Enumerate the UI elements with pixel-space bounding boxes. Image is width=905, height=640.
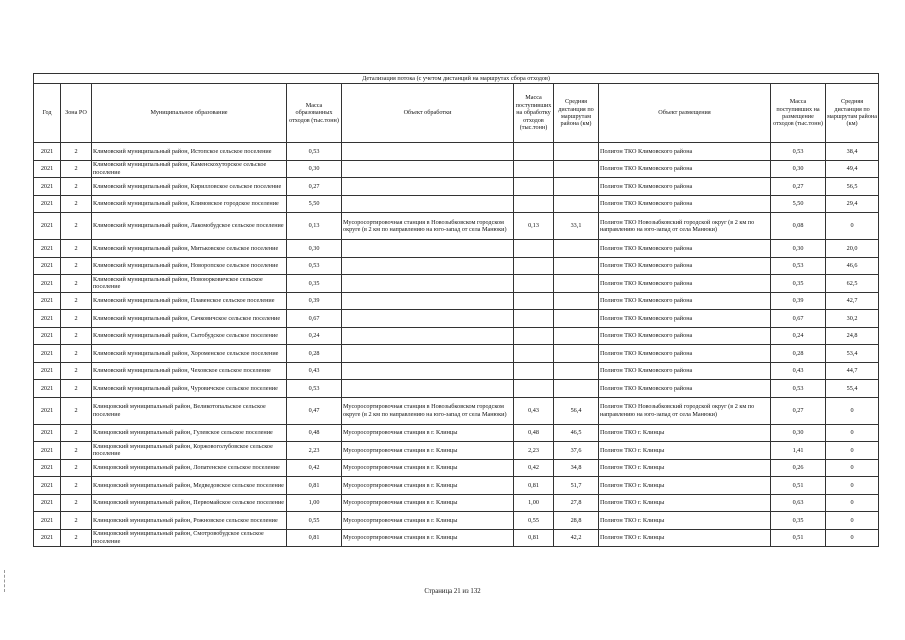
processing-distance-cell <box>554 327 599 345</box>
year-cell: 2021 <box>34 257 61 275</box>
table-row <box>34 494 879 512</box>
processing-mass-cell: 0,55 <box>514 512 554 530</box>
table-row <box>34 143 879 161</box>
disposal-mass-cell: 0,08 <box>771 213 826 240</box>
disposal-mass-cell: 0,30 <box>771 160 826 178</box>
mass-cell: 0,53 <box>287 380 342 398</box>
processing-distance-cell: 46,5 <box>554 424 599 442</box>
disposal-mass-cell: 0,39 <box>771 292 826 310</box>
processing-mass-cell <box>514 327 554 345</box>
mass-cell: 0,27 <box>287 178 342 196</box>
mass-cell: 0,81 <box>287 529 342 547</box>
disposal-distance-cell: 0 <box>826 512 879 530</box>
municipality-cell: Климовский муниципальный район, Новоропское сельское поселение <box>92 257 287 275</box>
processing-facility-cell: Мусоросортировочная станция в Новозыбковском городском округе (в 2 км по направлению на юго-запад от села Манюки) <box>342 397 514 424</box>
disposal-distance-cell: 0 <box>826 494 879 512</box>
table-row <box>34 257 879 275</box>
mass-cell: 0,53 <box>287 257 342 275</box>
column-header: Масса поступивших на размещение отходов (тыс.тонн) <box>771 84 826 143</box>
zone-cell: 2 <box>61 477 92 495</box>
mass-cell: 0,42 <box>287 459 342 477</box>
disposal-facility-cell: Полигон ТКО Климовского района <box>599 160 771 178</box>
disposal-mass-cell: 1,41 <box>771 442 826 460</box>
processing-distance-cell: 56,4 <box>554 397 599 424</box>
disposal-distance-cell: 0 <box>826 442 879 460</box>
mass-cell: 0,53 <box>287 143 342 161</box>
table-row <box>34 160 879 178</box>
processing-distance-cell <box>554 195 599 213</box>
year-cell: 2021 <box>34 275 61 293</box>
zone-cell: 2 <box>61 424 92 442</box>
municipality-cell: Клинцовский муниципальный район, Коржовоголубовское сельское поселение <box>92 442 287 460</box>
disposal-facility-cell: Полигон ТКО г. Клинцы <box>599 512 771 530</box>
year-cell: 2021 <box>34 345 61 363</box>
municipality-cell: Клинцовский муниципальный район, Смотровобудское сельское поселение <box>92 529 287 547</box>
processing-facility-cell <box>342 275 514 293</box>
processing-mass-cell <box>514 195 554 213</box>
processing-facility-cell: Мусоросортировочная станция в г. Клинцы <box>342 477 514 495</box>
zone-cell: 2 <box>61 345 92 363</box>
disposal-mass-cell: 0,67 <box>771 310 826 328</box>
processing-facility-cell <box>342 380 514 398</box>
disposal-distance-cell: 0 <box>826 213 879 240</box>
processing-facility-cell <box>342 327 514 345</box>
disposal-facility-cell: Полигон ТКО Климовского района <box>599 275 771 293</box>
zone-cell: 2 <box>61 397 92 424</box>
processing-facility-cell: Мусоросортировочная станция в г. Клинцы <box>342 442 514 460</box>
zone-cell: 2 <box>61 310 92 328</box>
disposal-mass-cell: 0,53 <box>771 257 826 275</box>
disposal-facility-cell: Полигон ТКО г. Клинцы <box>599 477 771 495</box>
zone-cell: 2 <box>61 195 92 213</box>
processing-mass-cell <box>514 257 554 275</box>
processing-facility-cell: Мусоросортировочная станция в Новозыбковском городском округе (в 2 км по направлению на юго-запад от села Манюки) <box>342 213 514 240</box>
disposal-distance-cell: 0 <box>826 424 879 442</box>
disposal-distance-cell: 0 <box>826 397 879 424</box>
disposal-distance-cell: 30,2 <box>826 310 879 328</box>
mass-cell: 5,50 <box>287 195 342 213</box>
disposal-distance-cell: 44,7 <box>826 362 879 380</box>
disposal-facility-cell: Полигон ТКО Климовского района <box>599 240 771 258</box>
processing-facility-cell <box>342 178 514 196</box>
processing-mass-cell <box>514 143 554 161</box>
zone-cell: 2 <box>61 494 92 512</box>
column-header: Объект обработки <box>342 84 514 143</box>
disposal-distance-cell: 24,8 <box>826 327 879 345</box>
disposal-facility-cell: Полигон ТКО Климовского района <box>599 178 771 196</box>
processing-distance-cell <box>554 292 599 310</box>
column-header: Объект размещения <box>599 84 771 143</box>
processing-mass-cell <box>514 160 554 178</box>
processing-mass-cell <box>514 310 554 328</box>
disposal-distance-cell: 20,0 <box>826 240 879 258</box>
municipality-cell: Климовский муниципальный район, Климовское городское поселение <box>92 195 287 213</box>
mass-cell: 0,13 <box>287 213 342 240</box>
processing-distance-cell <box>554 362 599 380</box>
table-row <box>34 512 879 530</box>
mass-cell: 0,30 <box>287 240 342 258</box>
processing-facility-cell <box>342 240 514 258</box>
table-row <box>34 327 879 345</box>
page-number: Страница 21 из 132 <box>424 588 481 595</box>
municipality-cell: Климовский муниципальный район, Плавенское сельское поселение <box>92 292 287 310</box>
municipality-cell: Климовский муниципальный район, Новоюрковичское сельское поселение <box>92 275 287 293</box>
disposal-facility-cell: Полигон ТКО Климовского района <box>599 327 771 345</box>
processing-facility-cell <box>342 257 514 275</box>
mass-cell: 2,23 <box>287 442 342 460</box>
zone-cell: 2 <box>61 442 92 460</box>
year-cell: 2021 <box>34 160 61 178</box>
processing-mass-cell <box>514 292 554 310</box>
year-cell: 2021 <box>34 240 61 258</box>
processing-mass-cell <box>514 275 554 293</box>
table-row <box>34 380 879 398</box>
disposal-distance-cell: 0 <box>826 477 879 495</box>
table-row <box>34 345 879 363</box>
year-cell: 2021 <box>34 292 61 310</box>
year-cell: 2021 <box>34 327 61 345</box>
processing-mass-cell: 0,43 <box>514 397 554 424</box>
year-cell: 2021 <box>34 459 61 477</box>
processing-mass-cell: 0,81 <box>514 477 554 495</box>
disposal-mass-cell: 0,35 <box>771 275 826 293</box>
table-row <box>34 275 879 293</box>
zone-cell: 2 <box>61 160 92 178</box>
municipality-cell: Климовский муниципальный район, Хороменское сельское поселение <box>92 345 287 363</box>
mass-cell: 0,47 <box>287 397 342 424</box>
disposal-mass-cell: 0,63 <box>771 494 826 512</box>
municipality-cell: Климовский муниципальный район, Каменскохуторское сельское поселение <box>92 160 287 178</box>
disposal-distance-cell: 0 <box>826 459 879 477</box>
processing-distance-cell: 42,2 <box>554 529 599 547</box>
year-cell: 2021 <box>34 195 61 213</box>
processing-facility-cell <box>342 362 514 380</box>
zone-cell: 2 <box>61 240 92 258</box>
processing-distance-cell: 33,1 <box>554 213 599 240</box>
disposal-mass-cell: 5,50 <box>771 195 826 213</box>
year-cell: 2021 <box>34 494 61 512</box>
disposal-facility-cell: Полигон ТКО Климовского района <box>599 310 771 328</box>
column-header: Зона РО <box>61 84 92 143</box>
zone-cell: 2 <box>61 380 92 398</box>
municipality-cell: Климовский муниципальный район, Митьковское сельское поселение <box>92 240 287 258</box>
municipality-cell: Клинцовский муниципальный район, Рожновское сельское поселение <box>92 512 287 530</box>
processing-distance-cell <box>554 178 599 196</box>
disposal-facility-cell: Полигон ТКО Климовского района <box>599 345 771 363</box>
processing-distance-cell: 28,8 <box>554 512 599 530</box>
mass-cell: 0,55 <box>287 512 342 530</box>
municipality-cell: Клинцовский муниципальный район, Первомайское сельское поселение <box>92 494 287 512</box>
table-row <box>34 292 879 310</box>
disposal-distance-cell: 55,4 <box>826 380 879 398</box>
processing-mass-cell: 2,23 <box>514 442 554 460</box>
year-cell: 2021 <box>34 442 61 460</box>
year-cell: 2021 <box>34 362 61 380</box>
column-header: Средняя дистанция по маршрутам района (км) <box>826 84 879 143</box>
processing-facility-cell <box>342 160 514 178</box>
disposal-facility-cell: Полигон ТКО Новозыбковский городской округ (в 2 км по направлению на юго-запад от села Манюки) <box>599 397 771 424</box>
disposal-mass-cell: 0,30 <box>771 240 826 258</box>
disposal-distance-cell: 38,4 <box>826 143 879 161</box>
processing-facility-cell: Мусоросортировочная станция в г. Клинцы <box>342 459 514 477</box>
year-cell: 2021 <box>34 310 61 328</box>
column-header: Средняя дистанция по маршрутам района (км) <box>554 84 599 143</box>
disposal-facility-cell: Полигон ТКО Новозыбковский городской округ (в 2 км по направлению на юго-запад от села Манюки) <box>599 213 771 240</box>
column-header: Масса поступивших на обработку отходов (тыс.тонн) <box>514 84 554 143</box>
table-row <box>34 240 879 258</box>
table-row <box>34 362 879 380</box>
processing-facility-cell: Мусоросортировочная станция в г. Клинцы <box>342 494 514 512</box>
processing-facility-cell <box>342 310 514 328</box>
year-cell: 2021 <box>34 143 61 161</box>
processing-distance-cell: 51,7 <box>554 477 599 495</box>
disposal-mass-cell: 0,43 <box>771 362 826 380</box>
processing-mass-cell: 0,48 <box>514 424 554 442</box>
disposal-mass-cell: 0,27 <box>771 397 826 424</box>
processing-mass-cell <box>514 178 554 196</box>
processing-distance-cell: 27,8 <box>554 494 599 512</box>
zone-cell: 2 <box>61 213 92 240</box>
zone-cell: 2 <box>61 529 92 547</box>
municipality-cell: Климовский муниципальный район, Лакомобудское сельское поселение <box>92 213 287 240</box>
zone-cell: 2 <box>61 362 92 380</box>
disposal-facility-cell: Полигон ТКО Климовского района <box>599 143 771 161</box>
year-cell: 2021 <box>34 380 61 398</box>
processing-mass-cell: 0,13 <box>514 213 554 240</box>
year-cell: 2021 <box>34 529 61 547</box>
processing-facility-cell <box>342 345 514 363</box>
disposal-distance-cell: 42,7 <box>826 292 879 310</box>
disposal-facility-cell: Полигон ТКО Климовского района <box>599 257 771 275</box>
processing-facility-cell <box>342 292 514 310</box>
processing-distance-cell <box>554 257 599 275</box>
disposal-facility-cell: Полигон ТКО г. Клинцы <box>599 442 771 460</box>
table-row <box>34 529 879 547</box>
processing-facility-cell: Мусоросортировочная станция в г. Клинцы <box>342 424 514 442</box>
processing-mass-cell: 1,00 <box>514 494 554 512</box>
processing-mass-cell <box>514 345 554 363</box>
municipality-cell: Климовский муниципальный район, Кирилловское сельское поселение <box>92 178 287 196</box>
table-row <box>34 213 879 240</box>
processing-facility-cell: Мусоросортировочная станция в г. Клинцы <box>342 529 514 547</box>
year-cell: 2021 <box>34 397 61 424</box>
processing-distance-cell: 37,6 <box>554 442 599 460</box>
processing-mass-cell: 0,81 <box>514 529 554 547</box>
table-caption: Детализация потока (с учетом дистанций на маршрутах сбора отходов) <box>34 74 879 84</box>
processing-facility-cell: Мусоросортировочная станция в г. Клинцы <box>342 512 514 530</box>
mass-cell: 0,39 <box>287 292 342 310</box>
waste-flow-table <box>33 73 879 547</box>
municipality-cell: Климовский муниципальный район, Сачковичское сельское поселение <box>92 310 287 328</box>
processing-mass-cell <box>514 380 554 398</box>
disposal-facility-cell: Полигон ТКО г. Клинцы <box>599 459 771 477</box>
disposal-distance-cell: 29,4 <box>826 195 879 213</box>
disposal-mass-cell: 0,53 <box>771 143 826 161</box>
processing-mass-cell <box>514 362 554 380</box>
disposal-facility-cell: Полигон ТКО Климовского района <box>599 292 771 310</box>
disposal-mass-cell: 0,24 <box>771 327 826 345</box>
table-row <box>34 178 879 196</box>
disposal-distance-cell: 0 <box>826 529 879 547</box>
processing-distance-cell <box>554 380 599 398</box>
processing-distance-cell <box>554 143 599 161</box>
year-cell: 2021 <box>34 178 61 196</box>
zone-cell: 2 <box>61 143 92 161</box>
disposal-facility-cell: Полигон ТКО Климовского района <box>599 362 771 380</box>
municipality-cell: Клинцовский муниципальный район, Гулевское сельское поселение <box>92 424 287 442</box>
municipality-cell: Климовский муниципальный район, Чуровичское сельское поселение <box>92 380 287 398</box>
disposal-distance-cell: 53,4 <box>826 345 879 363</box>
disposal-mass-cell: 0,28 <box>771 345 826 363</box>
municipality-cell: Климовский муниципальный район, Сытобудское сельское поселение <box>92 327 287 345</box>
processing-distance-cell <box>554 310 599 328</box>
disposal-facility-cell: Полигон ТКО Климовского района <box>599 380 771 398</box>
processing-facility-cell <box>342 195 514 213</box>
table-row <box>34 397 879 424</box>
mass-cell: 0,67 <box>287 310 342 328</box>
municipality-cell: Клинцовский муниципальный район, Великотопальское сельское поселение <box>92 397 287 424</box>
municipality-cell: Клинцовский муниципальный район, Медведовское сельское поселение <box>92 477 287 495</box>
column-header: Год <box>34 84 61 143</box>
municipality-cell: Климовский муниципальный район, Истопское сельское поселение <box>92 143 287 161</box>
disposal-facility-cell: Полигон ТКО г. Клинцы <box>599 529 771 547</box>
mass-cell: 0,81 <box>287 477 342 495</box>
processing-mass-cell: 0,42 <box>514 459 554 477</box>
zone-cell: 2 <box>61 178 92 196</box>
table-row <box>34 459 879 477</box>
mass-cell: 0,35 <box>287 275 342 293</box>
processing-distance-cell <box>554 240 599 258</box>
table-row <box>34 195 879 213</box>
processing-distance-cell <box>554 345 599 363</box>
processing-distance-cell: 34,8 <box>554 459 599 477</box>
disposal-facility-cell: Полигон ТКО г. Клинцы <box>599 424 771 442</box>
disposal-mass-cell: 0,30 <box>771 424 826 442</box>
table-row <box>34 442 879 460</box>
table-row <box>34 424 879 442</box>
disposal-distance-cell: 46,6 <box>826 257 879 275</box>
mass-cell: 0,43 <box>287 362 342 380</box>
table-row <box>34 310 879 328</box>
disposal-facility-cell: Полигон ТКО г. Клинцы <box>599 494 771 512</box>
mass-cell: 0,30 <box>287 160 342 178</box>
year-cell: 2021 <box>34 424 61 442</box>
column-header: Масса образованных отходов (тыс.тонн) <box>287 84 342 143</box>
disposal-facility-cell: Полигон ТКО Климовского района <box>599 195 771 213</box>
disposal-mass-cell: 0,51 <box>771 529 826 547</box>
mass-cell: 1,00 <box>287 494 342 512</box>
zone-cell: 2 <box>61 459 92 477</box>
disposal-mass-cell: 0,51 <box>771 477 826 495</box>
disposal-mass-cell: 0,27 <box>771 178 826 196</box>
processing-distance-cell <box>554 275 599 293</box>
municipality-cell: Клинцовский муниципальный район, Лопатенское сельское поселение <box>92 459 287 477</box>
zone-cell: 2 <box>61 275 92 293</box>
zone-cell: 2 <box>61 512 92 530</box>
year-cell: 2021 <box>34 477 61 495</box>
disposal-distance-cell: 56,5 <box>826 178 879 196</box>
mass-cell: 0,28 <box>287 345 342 363</box>
year-cell: 2021 <box>34 512 61 530</box>
year-cell: 2021 <box>34 213 61 240</box>
processing-facility-cell <box>342 143 514 161</box>
table-row <box>34 477 879 495</box>
zone-cell: 2 <box>61 327 92 345</box>
disposal-mass-cell: 0,26 <box>771 459 826 477</box>
mass-cell: 0,24 <box>287 327 342 345</box>
zone-cell: 2 <box>61 292 92 310</box>
processing-mass-cell <box>514 240 554 258</box>
municipality-cell: Климовский муниципальный район, Чеховское сельское поселение <box>92 362 287 380</box>
column-header: Муниципальное образование <box>92 84 287 143</box>
disposal-distance-cell: 49,4 <box>826 160 879 178</box>
processing-distance-cell <box>554 160 599 178</box>
disposal-distance-cell: 62,5 <box>826 275 879 293</box>
disposal-mass-cell: 0,53 <box>771 380 826 398</box>
disposal-mass-cell: 0,35 <box>771 512 826 530</box>
mass-cell: 0,48 <box>287 424 342 442</box>
zone-cell: 2 <box>61 257 92 275</box>
